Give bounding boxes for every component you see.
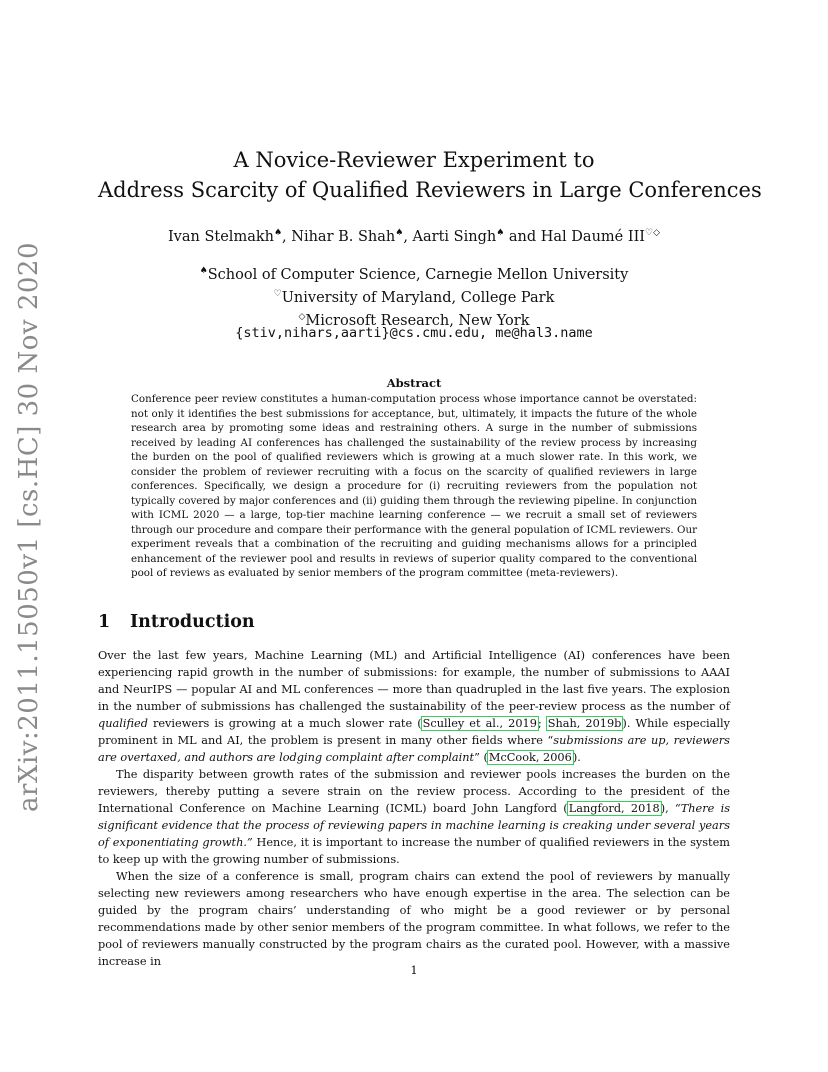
abstract-text: Conference peer review constitutes a human-computation process whose importance cannot be overstated: not only it identifies the best submissions for acceptance, but, ultimately, it impacts the future of the whole research area by promoting some ideas and restraining others. A surge in the number of submissions received by leading AI conferences has challenged the sustainability of the review process by increasing the burden on the pool of qualified reviewers which is growing at a much slower rate. In this work, we consider the problem of reviewer recruiting with a focus on the scarcity of qualified reviewers in large conferences. Specifically, we design a procedure for (i) recruiting reviewers from the population not typically covered by major conferences and (ii) guiding them through the reviewing pipeline. In conjunction with ICML 2020 — a large, top-tier machine learning conference — we recruit a small set of reviewers through our procedure and compare their performance with the general population of ICML reviewers. Our experiment reveals that a combination of the recruiting and guiding mechanisms allows for a principled enhancement of the reviewer pool and results in reviews of superior quality compared to the conventional pool of reviews as evaluated by senior members of the program committee (meta-reviewers). xyxy=(131,393,697,579)
paragraph-text: ). xyxy=(572,751,581,764)
paragraph-text: ), xyxy=(660,802,675,815)
emphasis-text: submissions are up, reviewers are overtaxed, and authors are lodging complaint after complaint xyxy=(98,734,730,764)
paper-title xyxy=(98,145,762,205)
affiliation-mark: ♠ xyxy=(199,266,208,276)
affiliation-mark: ◇ xyxy=(298,311,306,322)
affiliation-text: University of Maryland, College Park xyxy=(281,289,555,306)
author-separator: , xyxy=(403,228,413,245)
author-affiliation-mark: ♠ xyxy=(395,228,404,238)
paragraph-text: ; xyxy=(537,717,547,730)
author xyxy=(541,229,660,245)
citation-link[interactable]: Shah, 2019b xyxy=(547,717,622,730)
paragraph-text: Over the last few years, Machine Learning (ML) and Artificial Intelligence (AI) conferences have been experiencing rapid growth in the number of submissions: for example, the number of submissions to AAAI and NeurIPS — popular AI and ML conferences — more than quadrupled in the last five years. The explosion in the number of submissions has challenged the sustainability of the peer-review process as the number of xyxy=(98,649,730,713)
author-affiliation-mark: ♡◇ xyxy=(645,228,661,238)
affiliation-list xyxy=(98,262,730,330)
affiliation-mark: ♡ xyxy=(273,288,282,299)
author-name: Ivan Stelmakh xyxy=(167,228,274,245)
author xyxy=(413,229,541,245)
paragraph-text: reviewers is growing at a much slower rate ( xyxy=(147,717,422,730)
page-number: 1 xyxy=(410,963,418,977)
section-title: Introduction xyxy=(130,612,255,632)
paragraph xyxy=(98,766,730,868)
affiliation xyxy=(98,285,730,308)
author-list xyxy=(98,228,730,245)
citation-link[interactable]: McCook, 2006 xyxy=(488,751,572,764)
author xyxy=(168,229,291,245)
paragraph-text: ” ( xyxy=(474,751,488,764)
author-name: Aarti Singh xyxy=(412,228,497,245)
paragraph xyxy=(98,647,730,766)
author-separator: , xyxy=(282,228,292,245)
affiliation xyxy=(98,262,730,285)
arxiv-identifier-stamp[interactable]: arXiv:2011.15050v1 [cs.HC] 30 Nov 2020 xyxy=(14,241,44,812)
emphasis-text: qualified xyxy=(98,717,148,730)
abstract-heading: Abstract xyxy=(386,376,442,390)
author-affiliation-mark: ♠ xyxy=(496,228,505,238)
author xyxy=(291,229,412,245)
author-emails: {stiv,nihars,aarti}@cs.cmu.edu, me@hal3.name xyxy=(235,325,593,341)
body-text xyxy=(98,647,730,970)
author-name: Hal Daumé III xyxy=(540,228,646,245)
title-line-2: Address Scarcity of Qualified Reviewers in Large Conferences xyxy=(98,178,762,202)
paragraph: When the size of a conference is small, program chairs can extend the pool of reviewers by manually selecting new reviewers among researchers who have enough expertise in the area. The selection can be guided by the program chairs’ understanding of who might be a good reviewer or by personal recommendations made by other senior members of the program committee. In what follows, we refer to the pool of reviewers manually constructed by the program chairs as the curated pool. However, with a massive increase in xyxy=(98,870,730,968)
citation-link[interactable]: Langford, 2018 xyxy=(568,802,660,815)
paragraph-text: The disparity between growth rates of the submission and reviewer pools increases the burden on the reviewers, thereby putting a severe strain on the review process. According to the president of the International Conference on Machine Learning (ICML) board John Langford ( xyxy=(98,768,730,815)
affiliation-text: School of Computer Science, Carnegie Mellon University xyxy=(207,266,629,283)
title-line-1: A Novice-Reviewer Experiment to xyxy=(233,148,595,172)
section-number: 1 xyxy=(98,612,111,632)
author-separator: and xyxy=(504,228,541,245)
paragraph-text: ). While especially prominent in ML and AI, the problem is present in many other fields where “ xyxy=(98,717,730,747)
author-affiliation-mark: ♠ xyxy=(273,228,283,238)
citation-link[interactable]: Sculley et al., 2019 xyxy=(422,717,537,730)
quote-text: “There is significant evidence that the process of reviewing papers in machine learning is creaking under several years of exponentiating growth.” xyxy=(98,802,731,849)
affiliation-text: Microsoft Research, New York xyxy=(305,312,530,329)
author-name: Nihar B. Shah xyxy=(291,228,396,245)
paragraph-text: Hence, it is important to increase the number of qualified reviewers in the system to keep up with the growing number of submissions. xyxy=(98,836,730,866)
section-heading xyxy=(98,612,255,632)
